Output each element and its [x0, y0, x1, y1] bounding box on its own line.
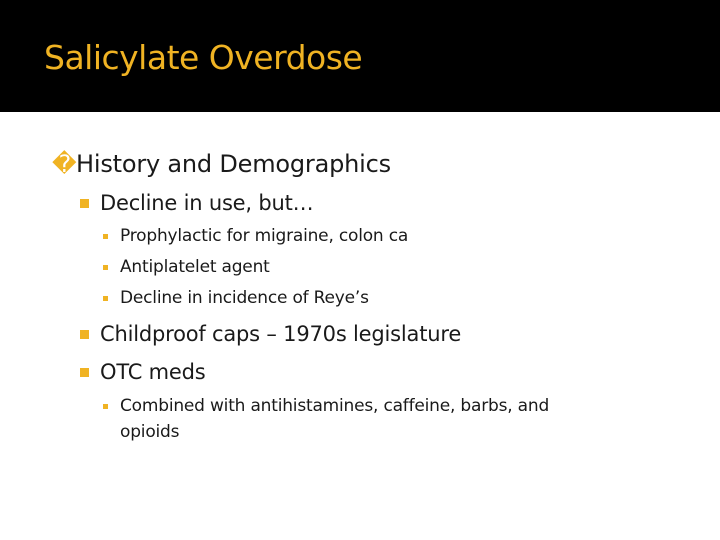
level1-bullet-icon: � — [52, 150, 77, 178]
heading-history-demographics: History and Demographics — [76, 150, 391, 178]
square-bullet-icon — [80, 368, 89, 377]
small-square-bullet-icon — [103, 404, 108, 409]
bullet-combined-line1: Combined with antihistamines, caffeine, barbs, and — [120, 396, 550, 416]
bullet-decline-in-use: Decline in use, but… — [100, 191, 314, 215]
small-square-bullet-icon — [103, 234, 108, 239]
square-bullet-icon — [80, 330, 89, 339]
small-square-bullet-icon — [103, 265, 108, 270]
bullet-antiplatelet: Antiplatelet agent — [120, 257, 270, 277]
slide-title: Salicylate Overdose — [44, 38, 363, 77]
square-bullet-icon — [80, 199, 89, 208]
bullet-childproof-caps: Childproof caps – 1970s legislature — [100, 322, 462, 346]
small-square-bullet-icon — [103, 296, 108, 301]
bullet-prophylactic: Prophylactic for migraine, colon ca — [120, 226, 409, 246]
bullet-reye-decline: Decline in incidence of Reye’s — [120, 288, 369, 308]
bullet-combined-line2: opioids — [120, 422, 180, 442]
bullet-otc-meds: OTC meds — [100, 360, 206, 384]
